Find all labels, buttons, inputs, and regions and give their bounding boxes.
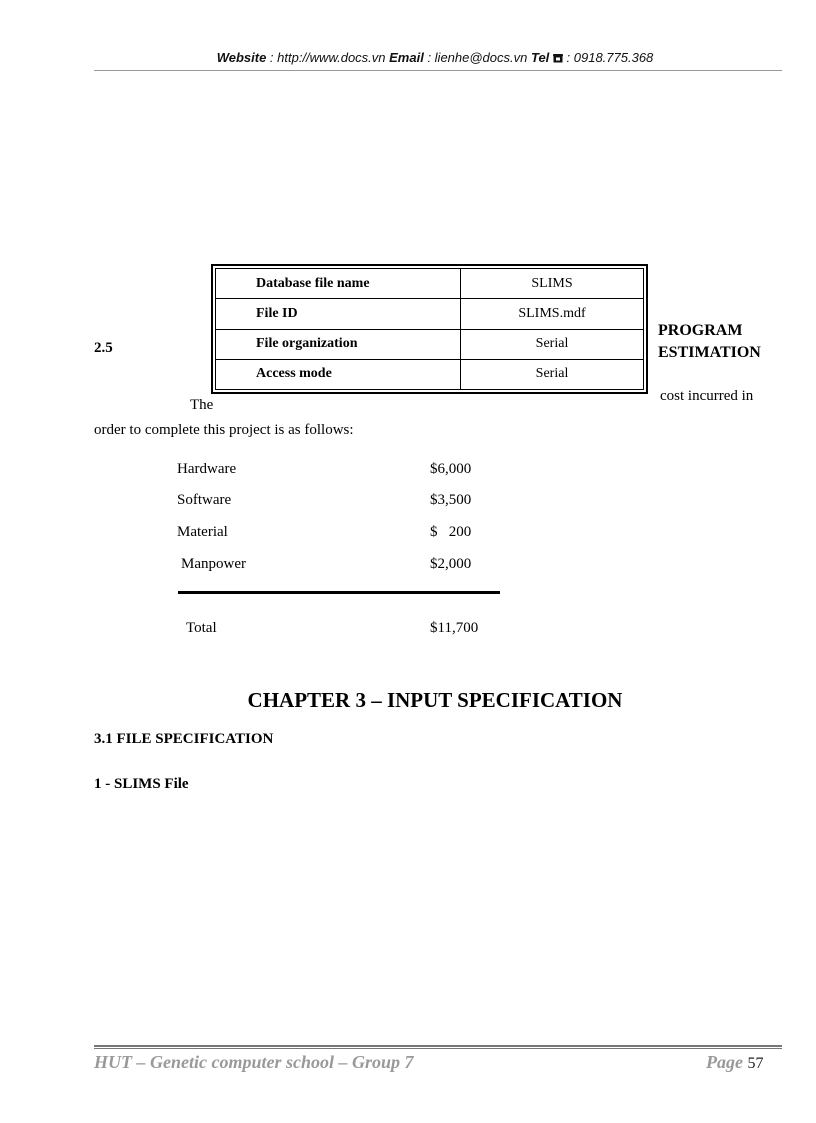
header-divider bbox=[94, 70, 782, 71]
file-heading: 1 - SLIMS File bbox=[94, 776, 189, 792]
page-header bbox=[0, 50, 816, 65]
cost-item-value: $6,000 bbox=[430, 461, 472, 477]
cost-item-label: Hardware bbox=[177, 461, 237, 477]
phone-icon bbox=[553, 53, 563, 63]
tel-value: : 0918.775.368 bbox=[562, 50, 654, 65]
table-row bbox=[216, 359, 644, 389]
section-number: 2.5 bbox=[94, 340, 113, 356]
file-info-table bbox=[211, 264, 648, 394]
page-number-value: 57 bbox=[747, 1055, 764, 1072]
cost-total-value: $11,700 bbox=[430, 620, 479, 636]
cost-item-label: Manpower bbox=[181, 556, 246, 572]
table-cell-value: Serial bbox=[461, 329, 644, 359]
intro-text-end: cost incurred in bbox=[660, 388, 754, 404]
subsection-heading: 3.1 FILE SPECIFICATION bbox=[94, 731, 274, 747]
table-row bbox=[216, 269, 644, 299]
table-row bbox=[216, 329, 644, 359]
page-number bbox=[706, 1052, 763, 1073]
cost-item-value: $3,500 bbox=[430, 492, 472, 508]
table-cell-value: SLIMS bbox=[461, 269, 644, 299]
cost-item-label: Software bbox=[177, 492, 232, 508]
chapter-title: CHAPTER 3 – INPUT SPECIFICATION bbox=[247, 688, 623, 712]
total-divider bbox=[178, 591, 500, 594]
cost-total-label: Total bbox=[186, 620, 217, 636]
table-cell-value: SLIMS.mdf bbox=[461, 299, 644, 329]
email-value: : lienhe@docs.vn bbox=[423, 50, 531, 65]
cost-item-value: $2,000 bbox=[430, 556, 472, 572]
intro-text-line2: order to complete this project is as follows: bbox=[94, 422, 354, 438]
table-cell-key: File organization bbox=[216, 329, 461, 359]
cost-item-label: Material bbox=[177, 524, 228, 540]
page-label: Page bbox=[706, 1052, 743, 1072]
section-title-line1: PROGRAM bbox=[658, 322, 743, 339]
footer-divider bbox=[94, 1045, 782, 1049]
section-title-line2: ESTIMATION bbox=[658, 344, 761, 361]
table-cell-key: Access mode bbox=[216, 359, 461, 389]
tel-label: Tel bbox=[530, 50, 550, 65]
email-label: Email bbox=[389, 50, 424, 65]
table-cell-key: Database file name bbox=[216, 269, 461, 299]
cost-item-value: $ 200 bbox=[430, 524, 472, 540]
table-cell-value: Serial bbox=[461, 359, 644, 389]
intro-text-start: The bbox=[190, 397, 214, 413]
website-value: : http://www.docs.vn bbox=[266, 50, 390, 65]
website-label: Website bbox=[216, 50, 267, 65]
table-row bbox=[216, 299, 644, 329]
footer-text: HUT – Genetic computer school – Group 7 bbox=[94, 1052, 414, 1072]
section-title bbox=[658, 320, 761, 364]
table-cell-key: File ID bbox=[216, 299, 461, 329]
